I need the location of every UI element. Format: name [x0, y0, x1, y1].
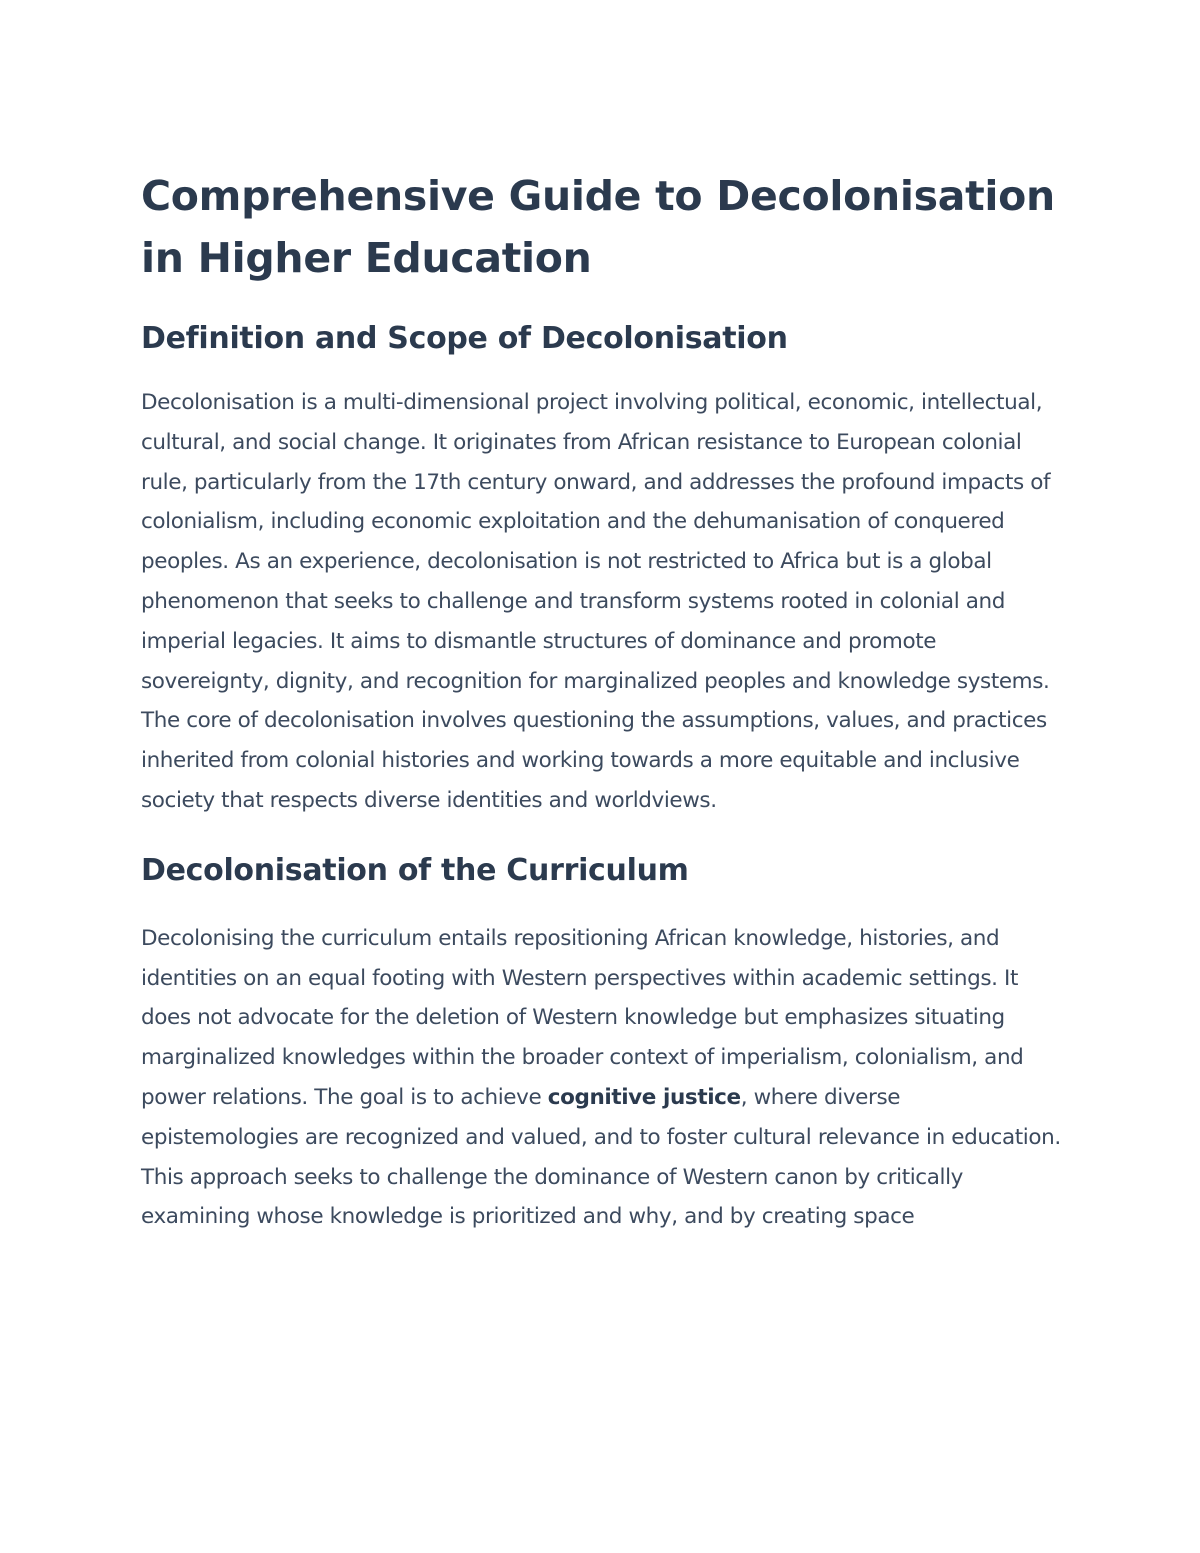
paragraph-text-after-term: , where diverse epistemologies are recognized and valued, and to foster cultural relevance in education. This approach seeks to challenge the dominance of Western canon by critically examining whose knowledge is prioritized and why, and by creating space — [141, 1084, 1061, 1230]
document-title: Comprehensive Guide to Decolonisation in Higher Education — [141, 172, 1055, 282]
section-paragraph-curriculum — [141, 919, 1061, 1237]
section-heading-definition: Definition and Scope of Decolonisation — [141, 321, 788, 356]
paragraph-text-before-term: Decolonising the curriculum entails repositioning African knowledge, histories, and identities on an equal footing with Western perspectives within academic settings. It does not advocate for the deletion of Western knowledge but emphasizes situating marginalized knowledges within the broader context of imperialism, colonialism, and power relations. The goal is to achieve — [141, 925, 1024, 1110]
section-heading-curriculum: Decolonisation of the Curriculum — [141, 852, 689, 888]
document-page — [141, 165, 1061, 1237]
section-paragraph-definition: Decolonisation is a multi-dimensional project involving political, economic, intellectual, cultural, and social change. It originates from African resistance to European colonial rule, particularly from the 17th century onward, and addresses the profound impacts of colonialism, including economic exploitation and the dehumanisation of conquered peoples. As an experience, decolonisation is not restricted to Africa but is a global phenomenon that seeks to challenge and transform systems rooted in colonial and imperial legacies. It aims to dismantle structures of dominance and promote sovereignty, dignity, and recognition for marginalized peoples and knowledge systems. The core of decolonisation involves questioning the assumptions, values, and practices inherited from colonial histories and working towards a more equitable and inclusive society that respects diverse identities and worldviews. — [141, 390, 1051, 813]
key-term-cognitive-justice: cognitive justice — [547, 1084, 741, 1110]
